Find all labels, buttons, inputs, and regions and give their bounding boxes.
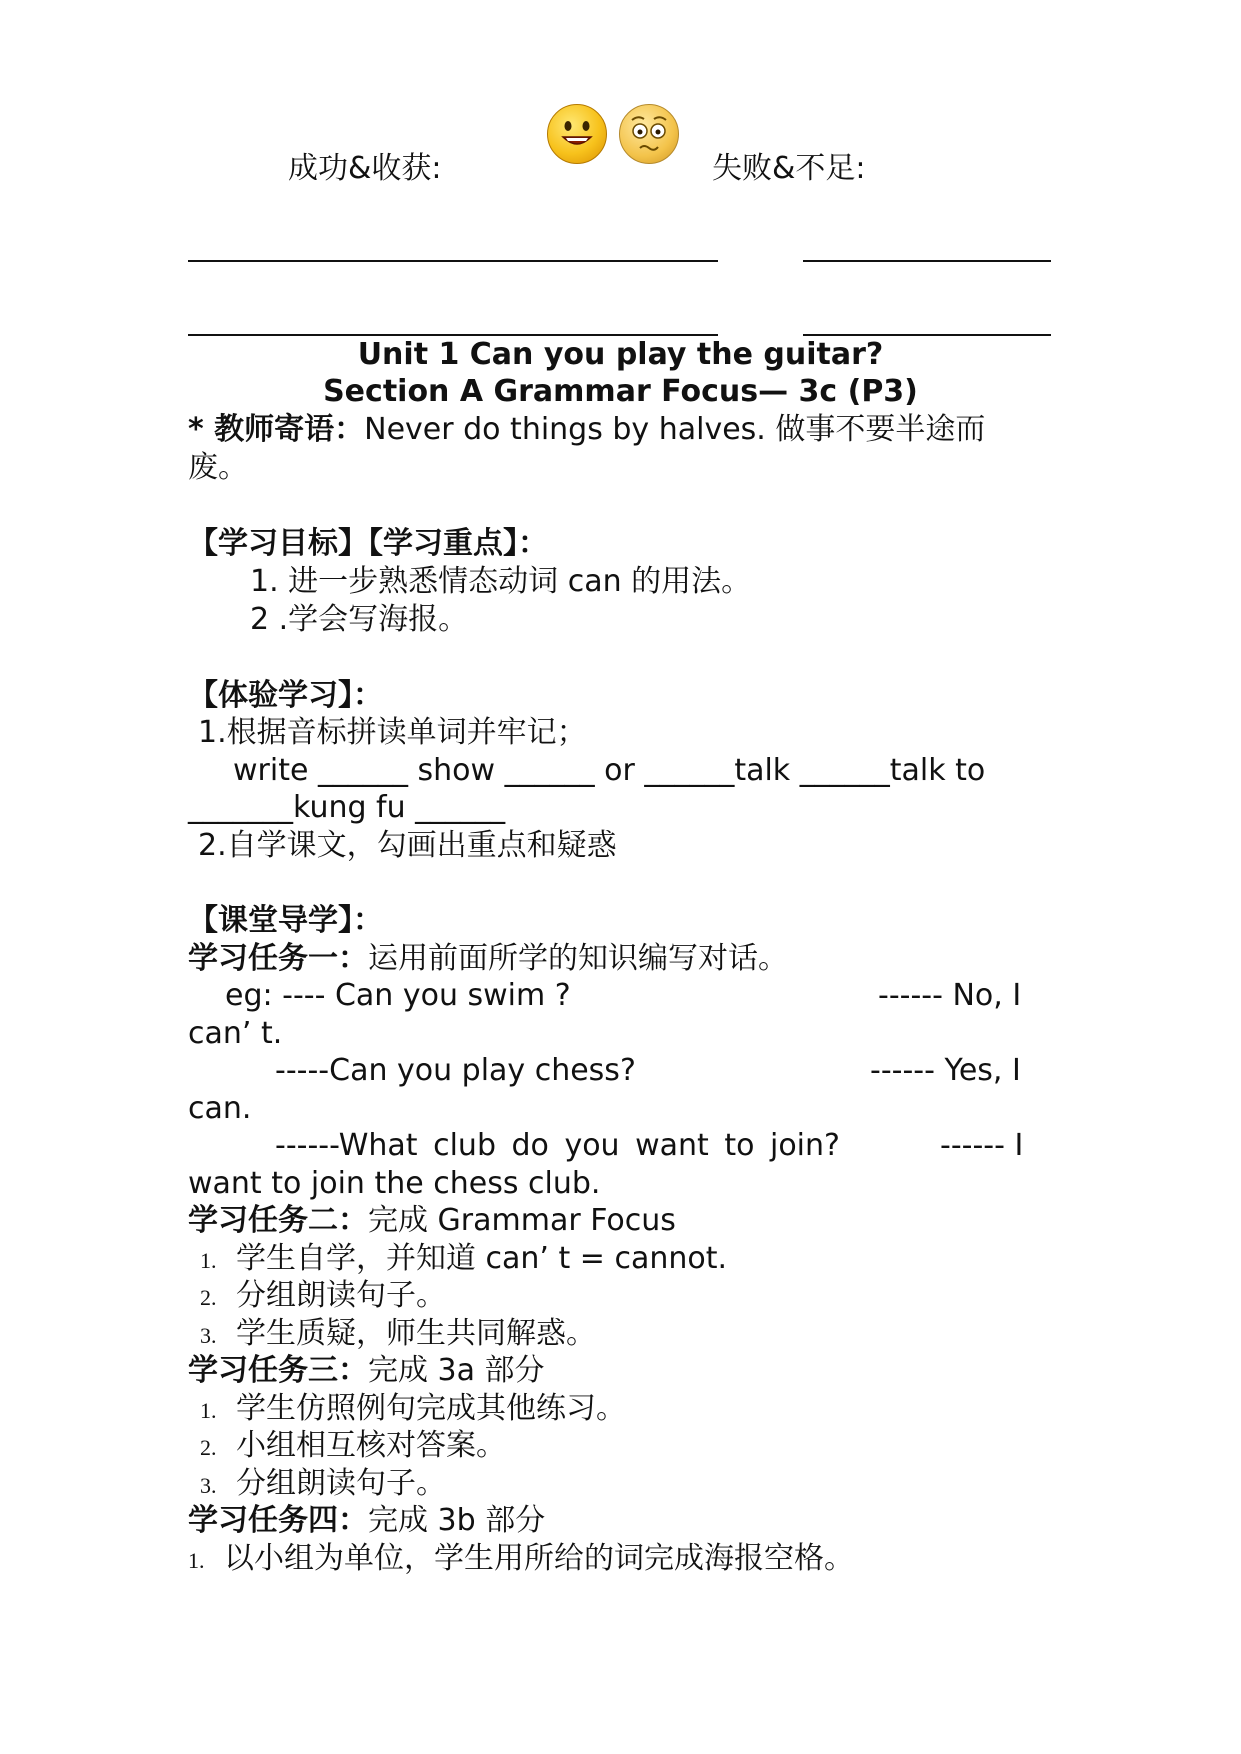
motto-label: * 教师寄语：	[188, 412, 365, 447]
page-title: Unit 1 Can you play the guitar?	[357, 337, 884, 372]
teacher-motto	[188, 411, 985, 449]
dialogue-cont: can’ t.	[188, 1016, 283, 1051]
dialogue-answer: ------ Yes, I	[870, 1053, 1021, 1088]
task-two	[188, 1202, 676, 1240]
answer-line	[803, 260, 1051, 262]
list-item: 1. 学生自学，并知道 can’ t = cannot.	[200, 1241, 728, 1276]
task-text: 运用前面所学的知识编写对话。	[368, 941, 788, 976]
worried-face-icon	[619, 104, 679, 164]
preview-item: 2.自学课文，勾画出重点和疑惑	[198, 828, 617, 863]
task-four	[188, 1502, 545, 1540]
answer-line	[188, 260, 718, 262]
list-item: 3. 分组朗读句子。	[200, 1466, 446, 1501]
goal-item: 1. 进一步熟悉情态动词 can 的用法。	[250, 564, 752, 599]
dialogue-question: ------What club do you want to join?	[275, 1128, 840, 1163]
motto-text-cont: 废。	[188, 450, 248, 485]
task-label: 学习任务二：	[188, 1203, 368, 1238]
dialogue-cont: can.	[188, 1091, 252, 1126]
task-label: 学习任务四：	[188, 1503, 368, 1538]
list-item: 3. 学生质疑，师生共同解惑。	[200, 1316, 596, 1351]
page-subtitle: Section A Grammar Focus— 3c (P3)	[323, 374, 918, 409]
goals-heading: 【学习目标】【学习重点】：	[188, 526, 548, 561]
preview-heading: 【体验学习】：	[188, 678, 383, 713]
list-item: 1. 以小组为单位，学生用所给的词完成海报空格。	[188, 1541, 854, 1576]
task-text: 完成 3b 部分	[368, 1503, 546, 1538]
list-item: 2. 小组相互核对答案。	[200, 1428, 506, 1463]
list-item: 1. 学生仿照例句完成其他练习。	[200, 1391, 626, 1426]
task-label: 学习任务一：	[188, 941, 368, 976]
task-three	[188, 1352, 545, 1390]
task-one	[188, 940, 788, 978]
vocab-blanks: _______kung fu ______	[188, 790, 506, 825]
motto-text: Never do things by halves. 做事不要半途而	[364, 412, 986, 447]
dialogue-question: eg: ---- Can you swim ?	[225, 978, 571, 1013]
preview-item: 1.根据音标拼读单词并牢记；	[198, 715, 587, 750]
vocab-blanks: write ______ show ______ or ______talk ______talk to	[233, 753, 986, 788]
dialogue-cont: want to join the chess club.	[188, 1166, 601, 1201]
task-text: 完成 3a 部分	[368, 1353, 545, 1388]
goal-item: 2 .学会写海报。	[250, 602, 469, 637]
classroom-heading: 【课堂导学】：	[188, 903, 383, 938]
success-label: 成功&收获:	[288, 151, 442, 186]
dialogue-answer: ------ No, I	[878, 978, 1022, 1013]
list-item: 2. 分组朗读句子。	[200, 1278, 446, 1313]
task-label: 学习任务三：	[188, 1353, 368, 1388]
smiley-face-icon	[547, 104, 607, 164]
task-text: 完成 Grammar Focus	[368, 1203, 676, 1238]
failure-label: 失败&不足:	[712, 151, 866, 186]
dialogue-answer: ------ I	[940, 1128, 1024, 1163]
dialogue-question: -----Can you play chess?	[275, 1053, 636, 1088]
